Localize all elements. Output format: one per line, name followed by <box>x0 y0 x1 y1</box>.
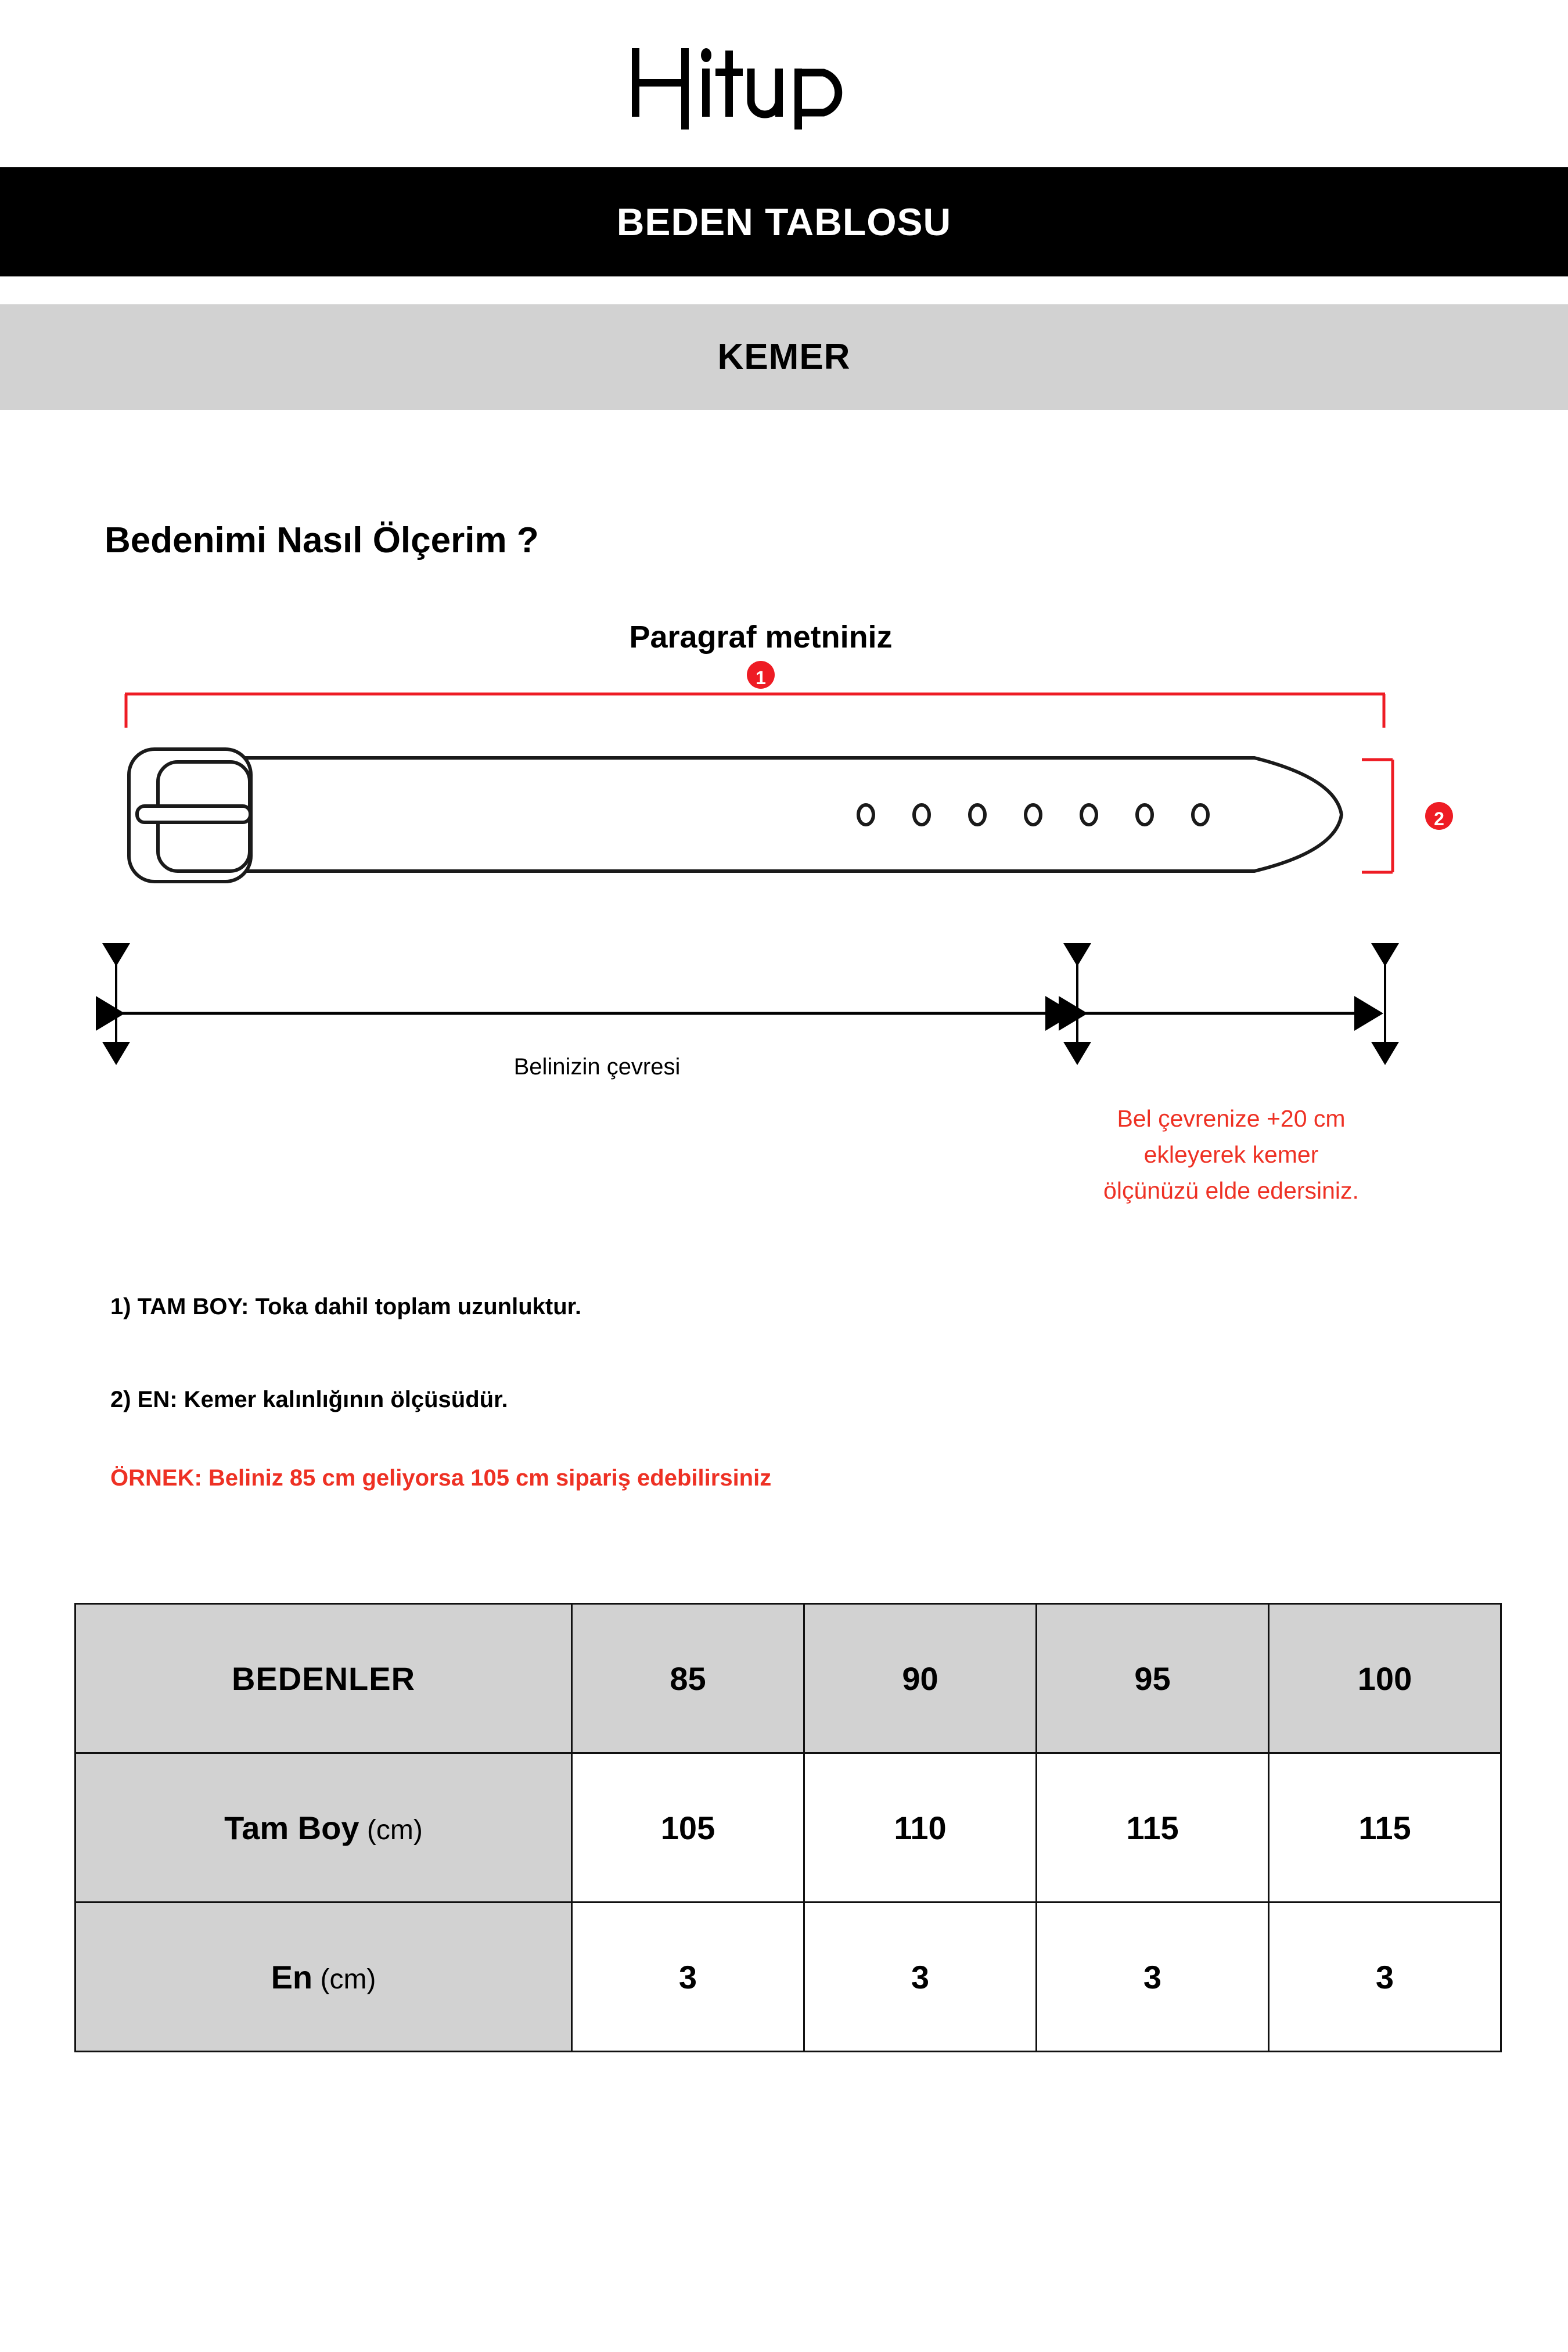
cell-en-3: 3 <box>1269 1903 1501 2052</box>
cell-tam-boy-1: 110 <box>804 1753 1037 1903</box>
red-note-line-1: Bel çevrenize +20 cm <box>1117 1105 1346 1132</box>
row-label-text: En <box>271 1958 313 1995</box>
hitup-wordmark-icon <box>627 42 941 130</box>
red-note-line-2: ekleyerek kemer <box>1143 1141 1319 1168</box>
red-note-line-3: ölçünüzü elde edersiniz. <box>1103 1177 1359 1204</box>
table-row <box>75 1903 1501 2052</box>
header-cell-size-0: 85 <box>572 1604 804 1753</box>
page-title: BEDEN TABLOSU <box>616 200 952 243</box>
cell-en-2: 3 <box>1037 1903 1269 2052</box>
cell-en-1: 3 <box>804 1903 1037 2052</box>
category-title-bar <box>0 304 1568 410</box>
belt-strap <box>206 758 1342 871</box>
row-label-tam-boy <box>75 1753 572 1903</box>
measure-heading: Bedenimi Nasıl Ölçerim ? <box>105 520 539 560</box>
category-title: KEMER <box>717 337 851 377</box>
svg-text:1: 1 <box>756 667 766 688</box>
cell-en-0: 3 <box>572 1903 804 2052</box>
cell-tam-boy-2: 115 <box>1037 1753 1269 1903</box>
diagram-title: Paragraf metniniz <box>629 620 893 654</box>
marker-1-badge <box>747 661 775 689</box>
header-cell-label: BEDENLER <box>75 1604 572 1753</box>
full-length-bracket <box>125 694 1385 728</box>
brand-logo <box>0 28 1568 144</box>
size-table <box>74 1603 1502 2052</box>
row-label-en <box>75 1903 572 2052</box>
width-bracket <box>1362 760 1393 872</box>
note-full-length: 1) TAM BOY: Toka dahil toplam uzunluktur. <box>110 1294 582 1319</box>
table-row <box>75 1753 1501 1903</box>
row-label-unit: (cm) <box>312 1963 376 1995</box>
row-label-unit: (cm) <box>359 1814 423 1846</box>
page-title-bar <box>0 167 1568 276</box>
note-width: 2) EN: Kemer kalınlığının ölçüsüdür. <box>110 1387 508 1412</box>
row-label-text: Tam Boy <box>224 1809 359 1846</box>
belt-buckle-prong <box>137 806 250 822</box>
cell-tam-boy-3: 115 <box>1269 1753 1501 1903</box>
waist-circumference-label: Belinizin çevresi <box>513 1054 681 1080</box>
note-example: ÖRNEK: Beliniz 85 cm geliyorsa 105 cm sipariş edebilirsiniz <box>110 1465 772 1491</box>
belt-measurement-diagram <box>0 604 1568 1220</box>
header-cell-size-1: 90 <box>804 1604 1037 1753</box>
marker-2-badge <box>1425 802 1453 830</box>
header-cell-size-3: 100 <box>1269 1604 1501 1753</box>
header-cell-size-2: 95 <box>1037 1604 1269 1753</box>
svg-text:2: 2 <box>1434 808 1444 829</box>
cell-tam-boy-0: 105 <box>572 1753 804 1903</box>
table-header-row <box>75 1604 1501 1753</box>
red-note <box>1103 1105 1359 1204</box>
